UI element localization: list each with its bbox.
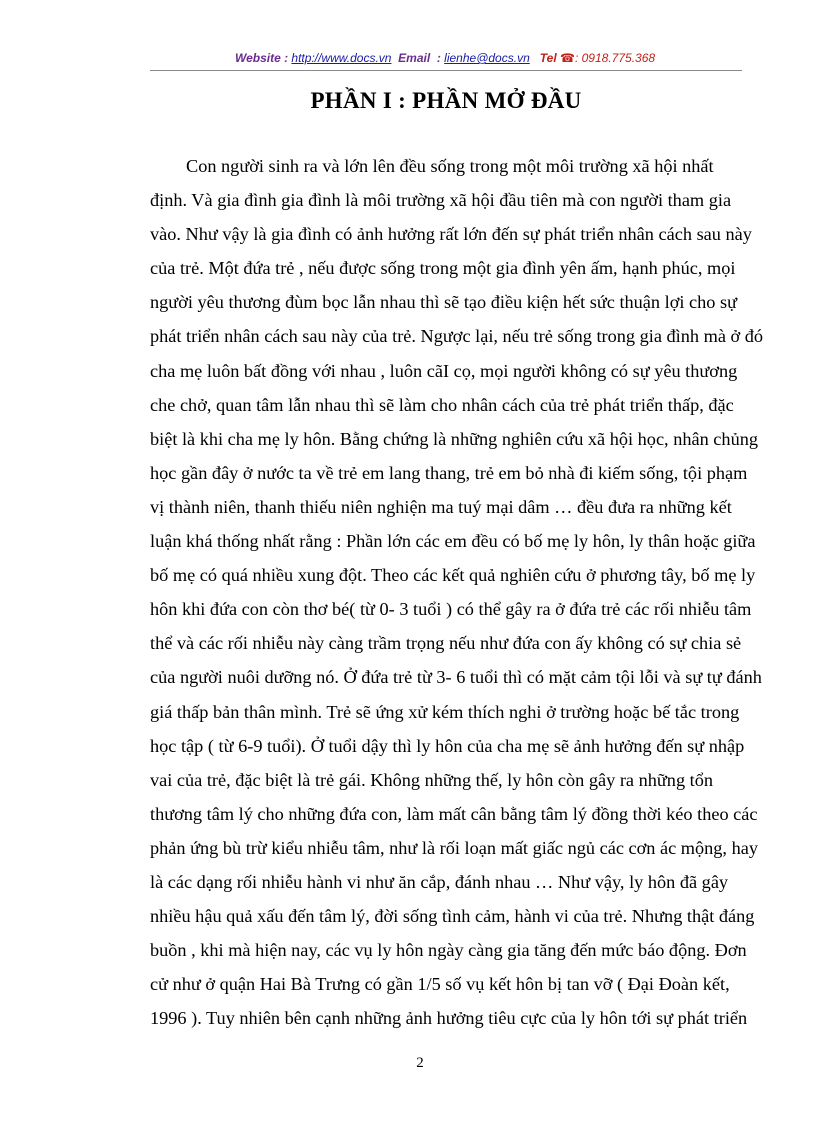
tel-label: Tel bbox=[539, 51, 557, 65]
text-line: vào. Như vậy là gia đình có ảnh hưởng rất lớn đến sự phát triển nhân cách sau này bbox=[150, 224, 752, 245]
text-line: 1996 ). Tuy nhiên bên cạnh những ảnh hưởng tiêu cực của ly hôn tới sự phát triển bbox=[150, 1008, 748, 1029]
text-line: học gần đây ở nước ta về trẻ em lang thang, trẻ em bỏ nhà đi kiếm sống, tội phạm bbox=[150, 462, 748, 483]
text-line: hôn khi đứa con còn thơ bé( từ 0- 3 tuổi ) có thể gây ra ở đứa trẻ các rối nhiễu tâm bbox=[150, 599, 752, 620]
header-divider bbox=[150, 70, 742, 71]
text-line: che chở, quan tâm lẫn nhau thì sẽ làm cho nhân cách của trẻ phát triển thấp, đặc bbox=[150, 394, 734, 415]
text-line: thương tâm lý cho những đứa con, làm mất cân bằng tâm lý đồng thời kéo theo các bbox=[150, 803, 758, 824]
text-line: là các dạng rối nhiễu hành vi như ăn cắp, đánh nhau … Như vậy, ly hôn đã gây bbox=[150, 871, 729, 892]
text-line: người yêu thương đùm bọc lẫn nhau thì sẽ tạo điều kiện hết sức thuận lợi cho sự bbox=[150, 292, 738, 313]
page-number: 2 bbox=[416, 1055, 424, 1071]
email-label: Email bbox=[398, 51, 431, 65]
text-line: vai của trẻ, đặc biệt là trẻ gái. Không những thế, ly hôn còn gây ra những tổn bbox=[150, 769, 714, 790]
text-line: của người nuôi dưỡng nó. Ở đứa trẻ từ 3- 6 tuổi thì có mặt cảm tội lỗi và sự tự đánh bbox=[150, 667, 762, 688]
text-line: bố mẹ có quá nhiều xung đột. Theo các kết quả nghiên cứu ở phương tây, bố mẹ ly bbox=[150, 565, 756, 586]
text-line: cha mẹ luôn bất đồng với nhau , luôn cãI cọ, mọi người không có sự yêu thương bbox=[150, 360, 738, 381]
text-line: vị thành niên, thanh thiếu niên nghiện ma tuý mại dâm … đều đưa ra những kết bbox=[150, 496, 732, 517]
text-line: luận khá thống nhất rằng : Phần lớn các em đều có bố mẹ ly hôn, ly thân hoặc giữa bbox=[150, 531, 756, 552]
phone-number: : 0918.775.368 bbox=[574, 51, 656, 65]
text-line: thể và các rối nhiễu này càng trầm trọng nếu như đứa con ấy không có sự chia sẻ bbox=[150, 633, 742, 654]
text-line: phát triển nhân cách sau này của trẻ. Ngược lại, nếu trẻ sống trong gia đình mà ở đó bbox=[150, 326, 764, 347]
phone-icon: ☎ bbox=[560, 51, 575, 65]
website-link[interactable]: http://www.docs.vn bbox=[291, 51, 392, 65]
website-label: Website : bbox=[234, 51, 289, 65]
page-title: PHẦN I : PHẦN MỞ ĐẦU bbox=[310, 88, 582, 113]
email-separator: : bbox=[436, 51, 441, 65]
text-line: định. Và gia đình gia đình là môi trường xã hội đầu tiên mà con người tham gia bbox=[150, 190, 732, 211]
text-line: buồn , khi mà hiện nay, các vụ ly hôn ngày càng gia tăng đến mức báo động. Đơn bbox=[150, 940, 747, 961]
body-paragraph bbox=[150, 149, 764, 1035]
text-line: phản ứng bù trừ kiểu nhiễu tâm, như là rối loạn mất giấc ngủ các cơn ác mộng, hay bbox=[150, 837, 758, 858]
text-line: học tập ( từ 6-9 tuổi). Ở tuổi dậy thì ly hôn của cha mẹ sẽ ảnh hưởng đến sự nhập bbox=[150, 735, 745, 756]
text-line: cử như ở quận Hai Bà Trưng có gần 1/5 số vụ kết hôn bị tan vỡ ( Đại Đoàn kết, bbox=[150, 974, 730, 995]
page-header bbox=[150, 51, 740, 65]
text-line: nhiều hậu quả xấu đến tâm lý, đời sống tình cảm, hành vi của trẻ. Nhưng thật đáng bbox=[150, 906, 755, 927]
text-line: của trẻ. Một đứa trẻ , nếu được sống trong một gia đình yên ấm, hạnh phúc, mọi bbox=[150, 258, 736, 279]
text-line: giá thấp bản thân mình. Trẻ sẽ ứng xử kém thích nghi ở trường hoặc bế tắc trong bbox=[150, 701, 740, 722]
text-line: Con người sinh ra và lớn lên đều sống trong một môi trường xã hội nhất bbox=[186, 156, 714, 176]
email-link[interactable]: lienhe@docs.vn bbox=[444, 51, 530, 65]
text-line: biệt là khi cha mẹ ly hôn. Bằng chứng là những nghiên cứu xã hội học, nhân chủng bbox=[150, 428, 758, 449]
